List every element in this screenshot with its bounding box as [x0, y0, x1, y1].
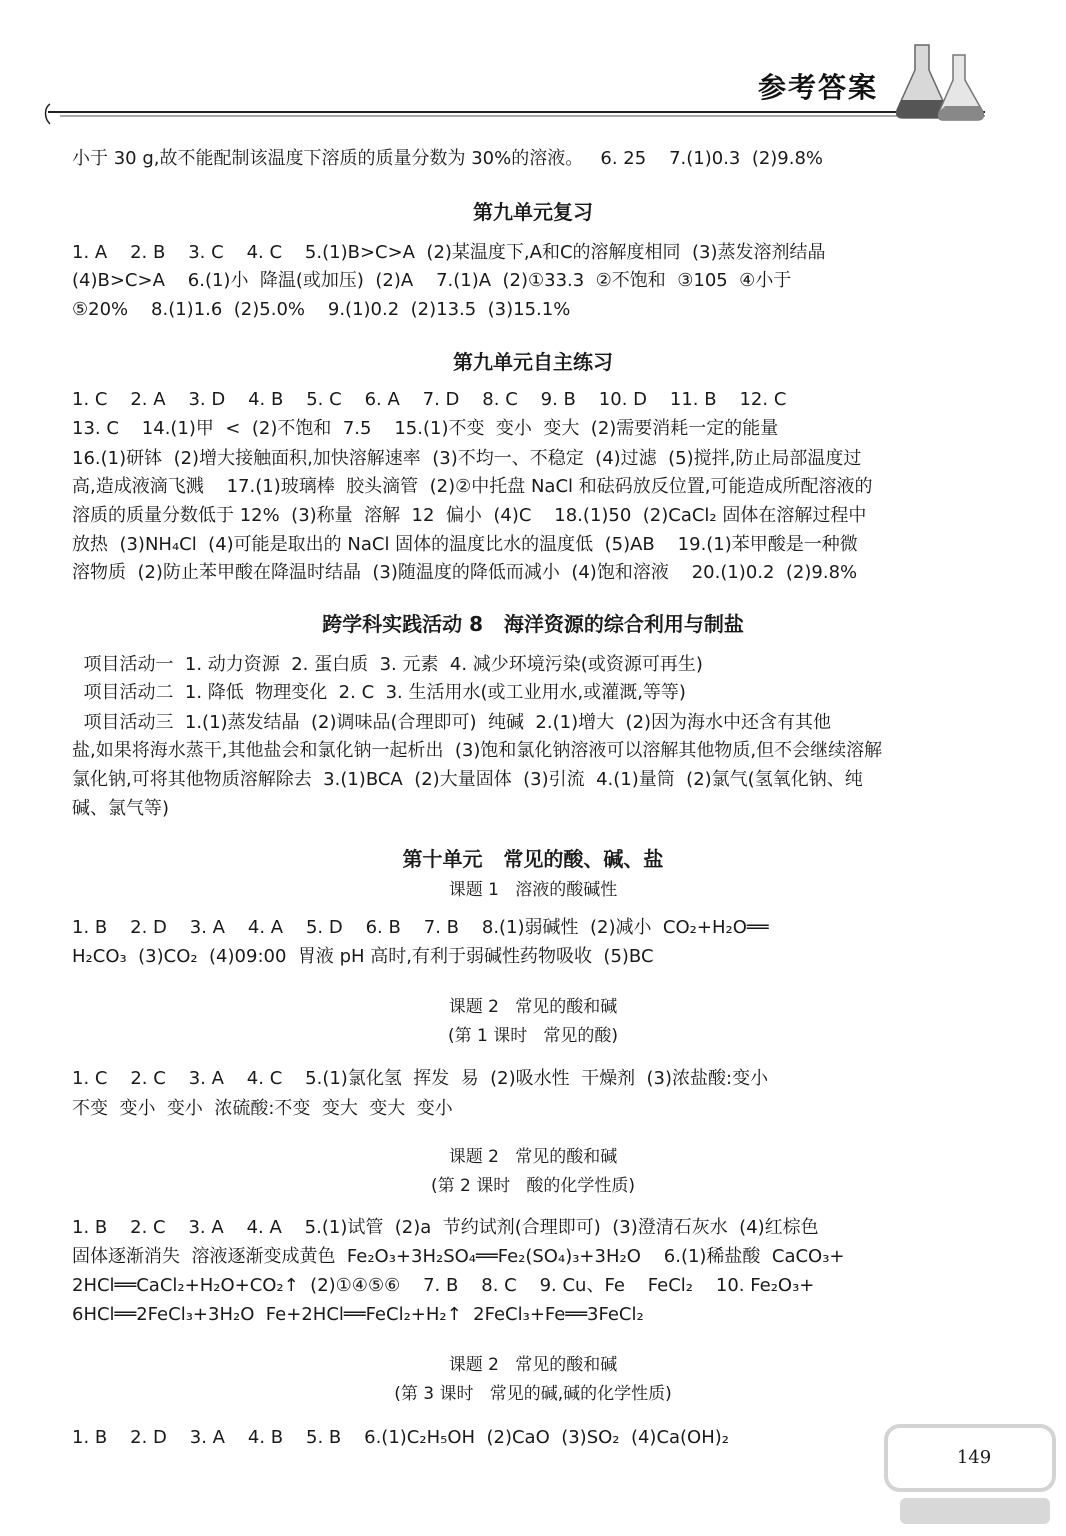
lesson-heading: (第 1 课时 常见的酸) [447, 1026, 619, 1046]
answer-line: 碱、氯气等) [72, 798, 170, 819]
flask-icon [895, 40, 990, 122]
page-header-title: 参考答案 [758, 71, 879, 104]
answer-line: 放热 (3)NH₄Cl (4)可能是取出的 NaCl 固体的温度比水的温度低 (5)AB 19.(1)苯甲酸是一种微 [72, 534, 858, 555]
answer-line: 1. B 2. D 3. A 4. A 5. D 6. B 7. B 8.(1)弱碱性 (2)减小 CO₂+H₂O══ [72, 917, 769, 938]
subsection-heading: 课题 1 溶液的酸碱性 [448, 880, 618, 900]
answer-line: 不变 变小 变小 浓硫酸:不变 变大 变大 变小 [72, 1098, 453, 1119]
answer-line: 1. B 2. C 3. A 4. A 5.(1)试管 (2)a 节约试剂(合理即可) (3)澄清石灰水 (4)红棕色 [72, 1217, 819, 1238]
section-heading: 第十单元 常见的酸、碱、盐 [402, 847, 664, 871]
answer-line: 13. C 14.(1)甲 < (2)不饱和 7.5 15.(1)不变 变小 变大 (2)需要消耗一定的能量 [72, 418, 779, 439]
section-heading: 第九单元复习 [473, 200, 593, 224]
answer-line: 16.(1)研钵 (2)增大接触面积,加快溶解速率 (3)不均一、不稳定 (4)过滤 (5)搅拌,防止局部温度过 [72, 448, 862, 469]
answer-line: 项目活动一 1. 动力资源 2. 蛋白质 3. 元素 4. 减少环境污染(或资源可再生) [72, 654, 703, 675]
answer-line: 1. C 2. C 3. A 4. C 5.(1)氯化氢 挥发 易 (2)吸水性 干燥剂 (3)浓盐酸:变小 [72, 1068, 769, 1089]
answer-line: 1. B 2. D 3. A 4. B 5. B 6.(1)C₂H₅OH (2)CaO (3)SO₂ (4)Ca(OH)₂ [72, 1427, 729, 1448]
section-heading: 跨学科实践活动 8 海洋资源的综合利用与制盐 [322, 612, 744, 636]
answer-line: 溶质的质量分数低于 12% (3)称量 溶解 12 偏小 (4)C 18.(1)50 (2)CaCl₂ 固体在溶解过程中 [72, 505, 867, 526]
answer-line: 小于 30 g,故不能配制该温度下溶质的质量分数为 30%的溶液。 6. 25 7.(1)0.3 (2)9.8% [72, 148, 824, 169]
lesson-heading: (第 3 课时 常见的碱,碱的化学性质) [394, 1384, 672, 1404]
section-heading: 第九单元自主练习 [453, 350, 613, 374]
answer-line: ⑤20% 8.(1)1.6 (2)5.0% 9.(1)0.2 (2)13.5 (3)15.1% [72, 299, 571, 320]
answer-line: 项目活动三 1.(1)蒸发结晶 (2)调味品(合理即可) 纯碱 2.(1)增大 (2)因为海水中还含有其他 [72, 712, 832, 733]
answer-line: 固体逐渐消失 溶液逐渐变成黄色 Fe₂O₃+3H₂SO₄══Fe₂(SO₄)₃+3H₂O 6.(1)稀盐酸 CaCO₃+ [72, 1246, 845, 1267]
answer-line: 1. C 2. A 3. D 4. B 5. C 6. A 7. D 8. C 9. B 10. D 11. B 12. C [72, 389, 787, 410]
answer-line: (4)B>C>A 6.(1)小 降温(或加压) (2)A 7.(1)A (2)①33.3 ②不饱和 ③105 ④小于 [72, 270, 792, 291]
answer-line: 高,造成液滴飞溅 17.(1)玻璃棒 胶头滴管 (2)②中托盘 NaCl 和砝码放反位置,可能造成所配溶液的 [72, 476, 873, 497]
page-number: 149 [956, 1447, 992, 1468]
answer-line: 盐,如果将海水蒸干,其他盐会和氯化钠一起析出 (3)饱和氯化钠溶液可以溶解其他物质,但不会继续溶解 [72, 740, 883, 761]
header-rule-line [40, 98, 990, 128]
answer-line: H₂CO₃ (3)CO₂ (4)09:00 胃液 pH 高时,有利于弱碱性药物吸收 (5)BC [72, 946, 654, 967]
lesson-heading: (第 2 课时 酸的化学性质) [430, 1176, 636, 1196]
answer-line: 6HCl══2FeCl₃+3H₂O Fe+2HCl══FeCl₂+H₂↑ 2FeCl₃+Fe══3FeCl₂ [72, 1304, 644, 1325]
answer-line: 氯化钠,可将其他物质溶解除去 3.(1)BCA (2)大量固体 (3)引流 4.(1)量筒 (2)氯气(氢氧化钠、纯 [72, 769, 863, 790]
answer-line: 溶物质 (2)防止苯甲酸在降温时结晶 (3)随温度的降低而减小 (4)饱和溶液 20.(1)0.2 (2)9.8% [72, 562, 858, 583]
answer-line: 项目活动二 1. 降低 物理变化 2. C 3. 生活用水(或工业用水,或灌溉,等等) [72, 682, 686, 703]
subsection-heading: 课题 2 常见的酸和碱 [448, 997, 618, 1017]
subsection-heading: 课题 2 常见的酸和碱 [448, 1355, 618, 1375]
answer-line: 1. A 2. B 3. C 4. C 5.(1)B>C>A (2)某温度下,A和C的溶解度相同 (3)蒸发溶剂结晶 [72, 242, 826, 263]
subsection-heading: 课题 2 常见的酸和碱 [448, 1147, 618, 1167]
answer-line: 2HCl══CaCl₂+H₂O+CO₂↑ (2)①④⑤⑥ 7. B 8. C 9. Cu、Fe FeCl₂ 10. Fe₂O₃+ [72, 1275, 815, 1296]
watermark-logo [880, 1420, 1060, 1530]
